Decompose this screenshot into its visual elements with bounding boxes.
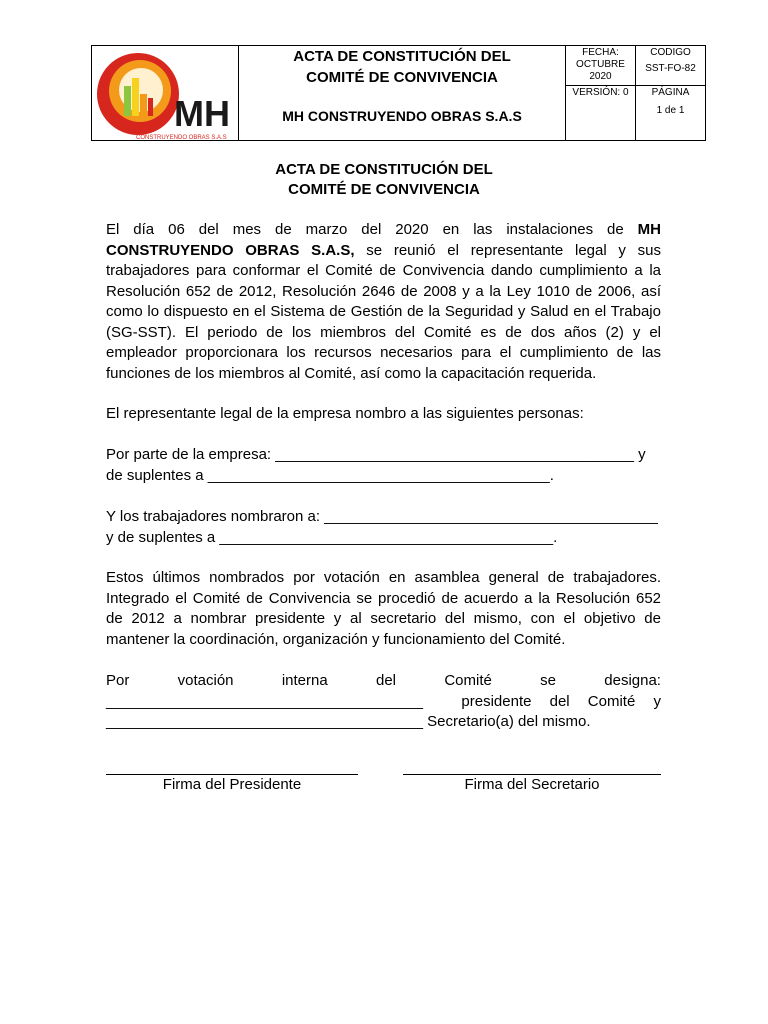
company-substitutes-line: de suplentes a _________________________________________.: [106, 466, 554, 484]
intro-text-a: El día 06 del mes de marzo del 2020 en las instalaciones de: [106, 221, 638, 238]
designation-word: del: [375, 672, 397, 689]
president-blank: ______________________________________: [106, 692, 424, 710]
header-title-line1: ACTA DE CONSTITUCIÓN DEL: [293, 48, 511, 65]
secretary-line: ______________________________________ Secretario(a) del mismo.: [106, 713, 591, 730]
fecha-cell: [566, 46, 636, 86]
worker-representatives: [106, 507, 661, 548]
codigo-label: CODIGO: [650, 47, 691, 58]
fecha-label: FECHA:: [582, 47, 619, 58]
president-label: presidente del Comité y: [461, 692, 661, 710]
designation-word: Comité: [444, 672, 492, 689]
designation-line1: [106, 671, 661, 692]
document-title: [0, 160, 768, 200]
worker-reps-line: Y los trabajadores nombraron a: ________________________________________: [106, 508, 658, 525]
company-logo: [94, 48, 236, 140]
intro-paragraph: [106, 220, 661, 384]
appointment-intro: El representante legal de la empresa nombro a las siguientes personas:: [106, 405, 584, 422]
company-representatives: [106, 445, 661, 486]
codigo-cell: [636, 46, 706, 86]
header-title-cell: [239, 46, 566, 141]
fecha-month: OCTUBRE: [576, 59, 625, 70]
designation-word: designa:: [604, 672, 661, 689]
worker-substitutes-line: y de suplentes a ________________________________________.: [106, 528, 558, 546]
designation-line2: [106, 692, 661, 713]
pagina-label: PÁGINA: [651, 87, 690, 98]
document-title-line1: ACTA DE CONSTITUCIÓN DEL: [275, 161, 493, 178]
logo-letters: MH: [174, 93, 230, 134]
president-signature-line: [106, 774, 358, 775]
pagina-value: 1 de 1: [656, 105, 685, 116]
header-title-line2: COMITÉ DE CONVIVENCIA: [306, 69, 498, 86]
designation-word: votación: [177, 672, 234, 689]
designation-word: interna: [281, 672, 328, 689]
intro-company: MH CONSTRUYENDO OBRAS S.A.S,: [106, 221, 661, 259]
president-signature-label: Firma del Presidente: [162, 776, 302, 793]
designation-block: [106, 671, 661, 733]
intro-text-b: se reunió el representante legal y sus trabajadores para conformar el Comité de Convivencia dando cumplimiento a la Resolución 652 de 2012, Resolución 2646 de 2008 y a la Ley 1010 de 2006, así como lo dispuesto en el Sistema de Gestión de la Seguridad y Salud en el Trabajo (SG-SST). El periodo de los miembros del Comité es de dos años (2) y el empleador proporcionara los recursos necesarios para el cumplimiento de las funciones de los miembros al Comité, así como la capacitación requerida.: [106, 241, 662, 382]
pagina-cell: [636, 86, 706, 141]
fecha-year: 2020: [589, 71, 612, 82]
version-label: VERSIÓN: 0: [572, 87, 629, 98]
document-title-line2: COMITÉ DE CONVIVENCIA: [288, 181, 480, 198]
header-company: MH CONSTRUYENDO OBRAS S.A.S: [282, 108, 522, 124]
secretary-signature-label: Firma del Secretario: [464, 776, 600, 793]
designation-word: Por: [106, 672, 130, 689]
designation-word: se: [540, 672, 556, 689]
document-header: [91, 45, 706, 141]
version-cell: [566, 86, 636, 141]
logo-cell: [92, 46, 239, 141]
secretary-signature-line: [403, 774, 661, 775]
committee-paragraph: Estos últimos nombrados por votación en asamblea general de trabajadores. Integrado el Comité de Convivencia se procedió de acuerdo a la Resolución 652 de 2012 a nombrar presidente y al secretario del mismo, con el objetivo de mantener la coordinación, organización y funcionamiento del Comité.: [106, 569, 661, 648]
codigo-value: SST-FO-82: [645, 63, 696, 74]
logo-tagline: CONSTRUYENDO OBRAS S.A.S: [136, 135, 227, 140]
company-reps-line: Por parte de la empresa: ___________________________________________ y: [106, 446, 646, 463]
